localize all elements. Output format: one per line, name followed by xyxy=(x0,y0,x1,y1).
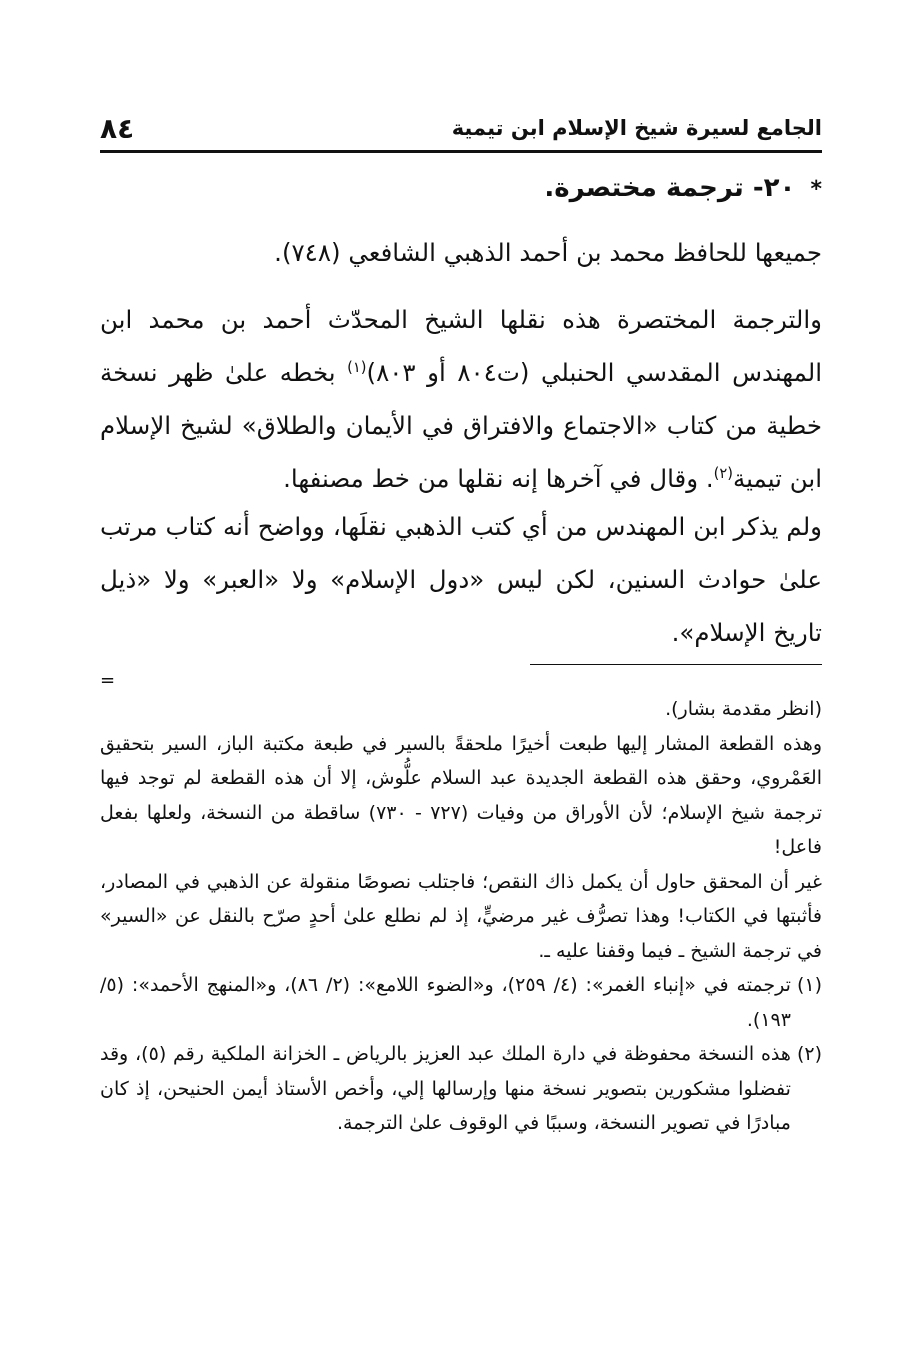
footnote-ref-1[interactable]: (١) xyxy=(347,358,367,376)
footnote-number: (٢) xyxy=(796,1043,822,1065)
page-number: ٨٤ xyxy=(100,112,135,145)
footnote-number: (١) xyxy=(796,974,822,996)
paragraph-source-analysis: ولم يذكر ابن المهندس من أي كتب الذهبي نقلَها، وواضح أنه كتاب مرتب علىٰ حوادث السنين، لكن ليس «دول الإسلام» ولا «العبر» ولا «ذيل تاريخ الإسلام». xyxy=(100,512,822,647)
footnote-continuation-mark: = xyxy=(100,670,116,691)
section-title: ٢٠- ترجمة مختصرة. xyxy=(544,173,796,203)
paragraph-transcription xyxy=(100,293,822,505)
paragraph-attribution: جميعها للحافظ محمد بن أحمد الذهبي الشافعي (٧٤٨). xyxy=(274,238,822,267)
footnote-1 xyxy=(100,968,822,1037)
asterisk-icon: * xyxy=(810,177,822,202)
footnote-text: هذه النسخة محفوظة في دارة الملك عبد العزيز بالرياض ـ الخزانة الملكية رقم (٥)، وقد تفضلوا مشكورين بتصوير نسخة منها وإرسالها إلي، وأخص الأستاذ أيمن الحنيحن، إذ كان مبادرًا في تصوير النسخة، وسببًا في الوقوف علىٰ الترجمة. xyxy=(100,1043,791,1134)
footnotes xyxy=(100,692,822,1141)
footnote-continuation-line: (انظر مقدمة بشار). xyxy=(665,698,822,720)
footnote-text: ترجمته في «إنباء الغمر»: (٤/ ٢٥٩)، و«الضوء اللامع»: (٢/ ٨٦)، و«المنهج الأحمد»: (٥/ ١٩٣). xyxy=(100,974,791,1031)
running-title: الجامع لسيرة شيخ الإسلام ابن تيمية xyxy=(451,116,822,140)
footnote-continuation-paragraph: غير أن المحقق حاول أن يكمل ذاك النقص؛ فاجتلب نصوصًا منقولة عن الذهبي في المصادر، فأثبتها في الكتاب! وهذا تصرُّف غير مرضيٍّ، إذ لم نطلع علىٰ أحدٍ صرّح بالنقل عن «السير» في ترجمة الشيخ ـ فيما وقفنا عليه ـ. xyxy=(100,870,822,962)
footnote-ref-2[interactable]: (٢) xyxy=(713,464,734,482)
section-heading xyxy=(100,170,822,208)
paragraph-text: والترجمة المختصرة هذه نقلها الشيخ المحدّث أحمد بن محمد ابن المهندس المقدسي الحنبلي (ت٨٠٤ أو ٨٠٣) xyxy=(100,305,823,387)
running-header xyxy=(100,112,822,153)
footnote-2 xyxy=(100,1037,822,1141)
footnote-divider xyxy=(530,664,822,665)
paragraph-text: . وقال في آخرها إنه نقلها من خط مصنفها. xyxy=(283,464,714,493)
footnote-continuation-paragraph: وهذه القطعة المشار إليها طبعت أخيرًا ملحقةً بالسير في طبعة مكتبة الباز، السير بتحقيق العَمْروي، وحقق هذه القطعة الجديدة عبد السلام علُّوش، إلا أن هذه القطعة لم توجد فيها ترجمة شيخ الإسلام؛ لأن الأوراق من وفيات (٧٢٧ - ٧٣٠) ساقطة من النسخة، ولعلها بفعل فاعل! xyxy=(100,732,822,858)
paragraph-text: بخطه علىٰ ظهر نسخة خطية من كتاب «الاجتماع والافتراق في الأيمان والطلاق» لشيخ الإسلام ابن تيمية xyxy=(100,358,822,493)
